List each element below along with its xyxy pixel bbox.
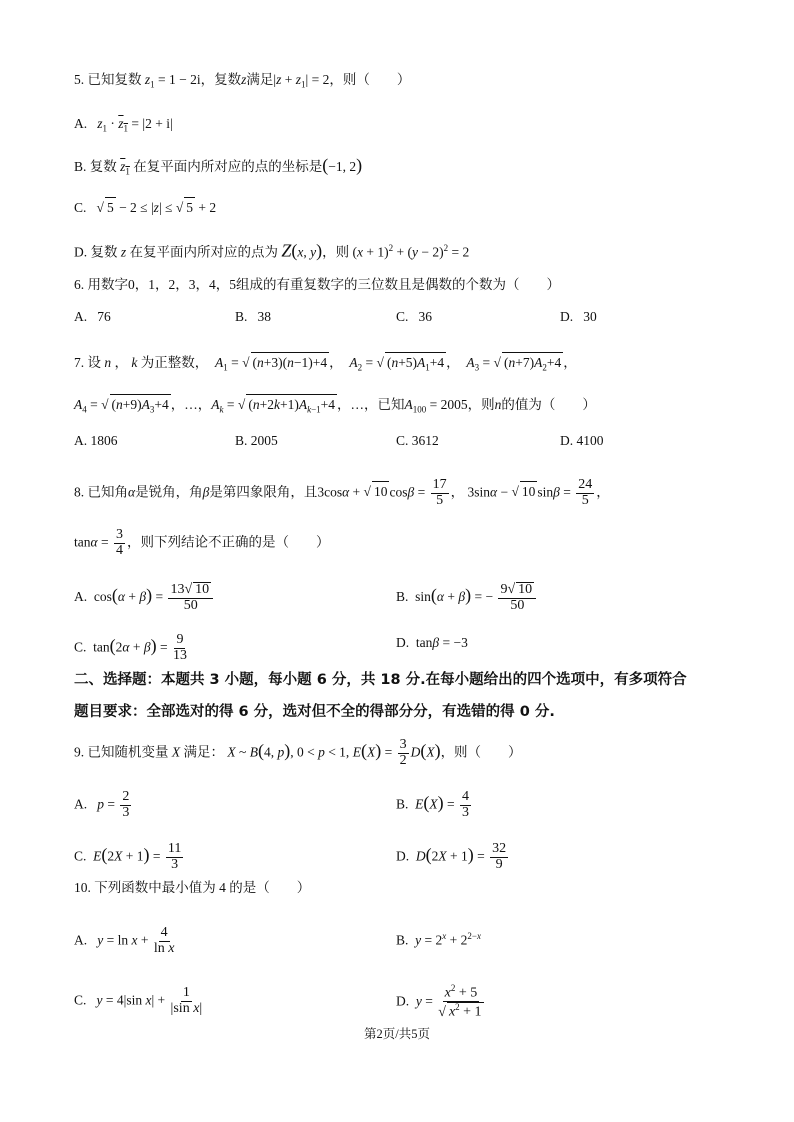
q10-stem: 10. 下列函数中最小值为 4 的是（ ） [74,880,311,895]
q8-stem: 8. 已知角α是锐角，角β是第四象限角，且3cosα + √ 10 cosβ = $\frac{17}{5}$ ， 3sinα − √ 10 sinβ = $\frac{24}{5}$ ， [74,478,610,508]
q8-option-a: A. cos(α + β) = $\frac{13√ 10}{50}$ [74,582,215,613]
q7-stem-line2: $A_4$ = √ $(n+9)A_3+4$ ，…，$A_k$ = √ $(n+2k+1)A_{k-1}+4$ ，…，已知$A_{100} = 2005$，则n的值为（ ） [74,394,596,420]
q8-option-d: D. tanβ = −3 [396,635,468,650]
page-footer: 第2页/共5页 [364,1027,430,1041]
q7-option-d: D. 4100 [560,433,604,448]
q5-option-c: C. √ 5 − 2 ≤ |z| ≤ √ 5 + 2 [74,197,216,218]
q6-stem: 6. 用数字0，1，2，3，4，5组成的有重复数字的三位数且是偶数的个数为（ ） [74,277,560,292]
q10-option-b: B. $y = 2^x + 2^{2-x}$ [396,931,481,948]
q5-option-b: B. 复数 $z_1$ 在复平面内所对应的点的坐标是(−1, 2) [74,155,363,177]
q9-option-a: A. p = $\frac{2}{3}$ [74,789,130,820]
q6-option-b: B. 38 [235,309,272,324]
q5-option-d: D. 复数 z 在复平面内所对应的点为 Z(x, y)，则 $(x + 1)^2 + (y - 2)^2 = 2$ [74,240,470,261]
q7-option-b: B. 2005 [235,433,278,448]
q10-option-a: A. y = ln x + $\frac{4}{\text{ln x}}$ [74,925,175,956]
q5-option-a: A. $z_1 \cdot z_1 = |2 + i|$ [74,116,173,134]
q6-option-c: C. 36 [396,309,433,324]
q9-option-c: C. E(2X + 1) = $\frac{11}{3}$ [74,841,182,872]
q9-option-d: D. D(2X + 1) = $\frac{32}{9}$ [396,841,507,872]
q10-option-d: D. y = $x^2 + 5$ √ $x^2 + 1$ [396,984,486,1021]
q7-option-a: A. 1806 [74,433,118,448]
section2-heading-line2: 题目要求：全部选对的得 6 分，选对但不全的得部分分，有选错的得 0 分. [74,704,555,720]
q8-option-b: B. sin(α + β) = − $\frac{9√ 10}{50}$ [396,582,538,613]
section2-heading-line1: 二、选择题：本题共 3 小题，每小题 6 分，共 18 分.在每小题给出的四个选项中，有多项符合 [74,672,687,688]
q7-stem: 7. 设 n ， k 为正整数， $A_1$ = √ (n+3)(n−1)+4 ， $A_2$ = √ $(n+5)A_1+4$ ， $A_3$ = √ $(n+7)A_2+4$ ， [74,352,577,378]
q5-stem: 5. 已知复数 $z_1 = 1 - 2i$，复数z满足$|z + z_1| = 2$，则（ ） [74,72,411,90]
q6-option-d: D. 30 [560,309,597,324]
q9-stem: 9. 已知随机变量 X 满足： X ~ B(4, p), 0 < p < 1, E(X) = $\frac{3}{2}$ D(X)，则（ ） [74,737,522,768]
q8-stem-line2: tanα = $\frac{3}{4}$ ，则下列结论不正确的是（ ） [74,527,330,558]
q6-option-a: A. 76 [74,309,111,324]
q10-option-c: C. y = 4|sin x| + $\frac{1}{\text{|sin x|}}$ [74,985,203,1016]
q9-option-b: B. E(X) = $\frac{4}{3}$ [396,789,470,820]
q8-option-c: C. tan(2α + β) = $\frac{9}{13}$ [74,632,187,663]
q7-option-c: C. 3612 [396,433,439,448]
